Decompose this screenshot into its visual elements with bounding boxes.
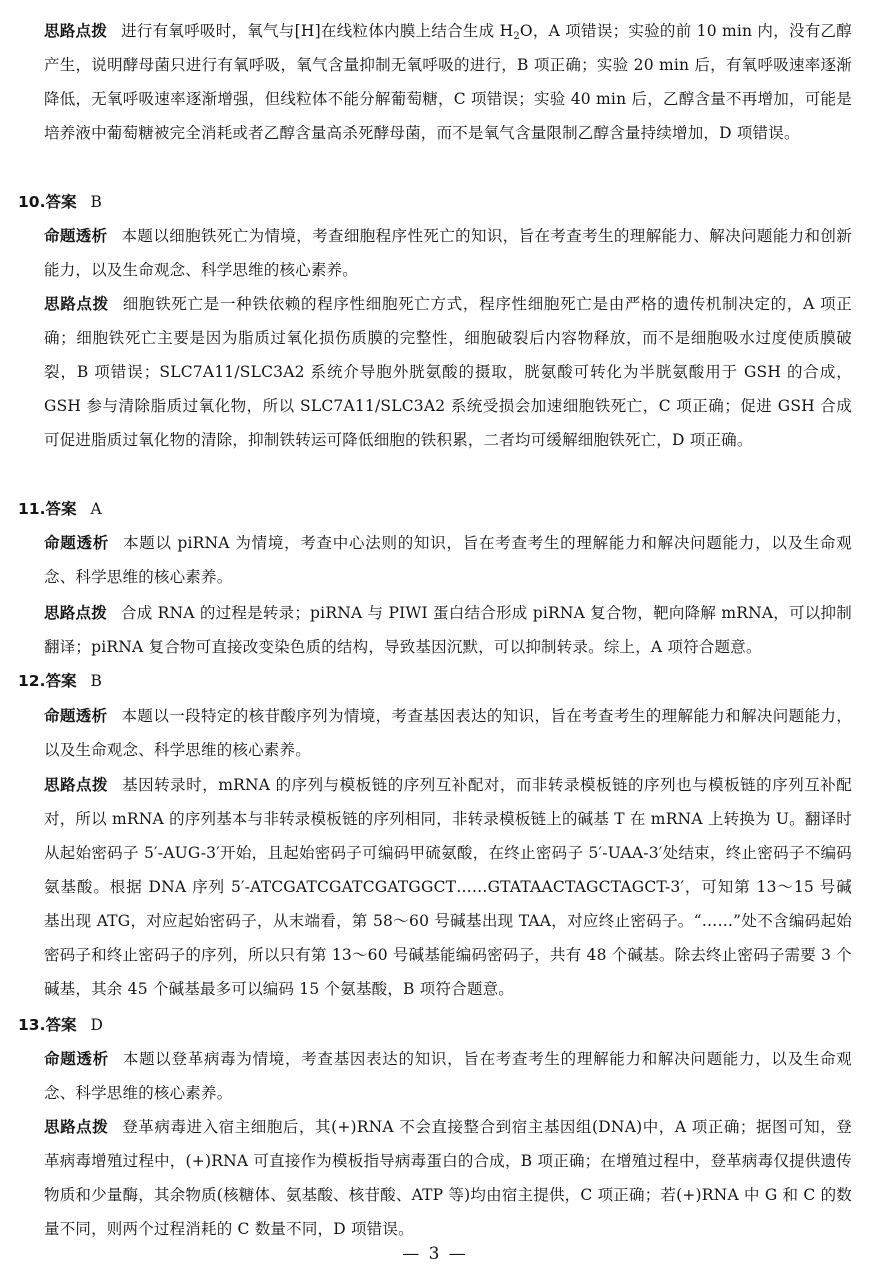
q11-analysis-text: 合成 RNA 的过程是转录；piRNA 与 PIWI 蛋白结合形成 piRNA 复合物，靶向降解 mRNA，可以抑制翻译；piRNA 复合物可直接改变染色质的结构，导致基因沉默，可以抑制转录。综上，A 项符合题意。 xyxy=(44,604,852,656)
q9-analysis-subscript: 2 xyxy=(513,31,520,42)
q11-answer-label: 答案 xyxy=(45,500,77,518)
q13-number: 13. xyxy=(18,1016,46,1034)
q11-number: 11. xyxy=(18,500,46,518)
q12-analysis-text: 基因转录时，mRNA 的序列与模板链的序列互补配对，而非转录模板链的序列也与模板链的序列互补配对，所以 mRNA 的序列基本与非转录模板链的序列相同，非转录模板链上的碱基 T 在 mRNA 上转换为 U。翻译时从起始密码子 5′-AUG-3′开始，且起始密码子可编码甲硫氨酸，在终止密码子 5′-UAA-3′处结束，终止密码子不编码氨基酸。根据 DNA 序列 5′-ATCGATCGATCGATGGCT……GTATAACTAGCTAGCT-3′，可知第 13～15 号碱基出现 ATG，对应起始密码子，从末端看，第 58～60 号碱基出现 TAA，对应终止密码子。“……”处不含编码起始密码子和终止密码子的序列，所以只有第 13～60 号碱基能编码密码子，共有 48 个碱基。除去终止密码子需要 3 个碱基，其余 45 个碱基最多可以编码 15 个氨基酸，B 项符合题意。 xyxy=(44,776,852,998)
q11-analysis-label: 思路点拨 xyxy=(44,604,107,622)
q9-analysis-paragraph xyxy=(44,14,852,150)
q12-intent-label: 命题透析 xyxy=(44,707,108,725)
q11-analysis-paragraph xyxy=(44,596,852,664)
q12-analysis-label: 思路点拨 xyxy=(44,776,109,794)
q11-intent-text: 本题以 piRNA 为情境，考查中心法则的知识，旨在考查考生的理解能力和解决问题能力，以及生命观念、科学思维的核心素养。 xyxy=(44,534,852,586)
q13-intent-paragraph xyxy=(44,1042,852,1110)
q10-intent-text: 本题以细胞铁死亡为情境，考查细胞程序性死亡的知识，旨在考查考生的理解能力、解决问题能力和创新能力，以及生命观念、科学思维的核心素养。 xyxy=(44,227,852,279)
q12-number: 12. xyxy=(18,672,46,690)
q9-analysis-text-b: O，A 项错误；实验的前 10 min 内，没有乙醇产生，说明酵母菌只进行有氧呼吸，氧气含量抑制无氧呼吸的进行，B 项正确；实验 20 min 后，有氧呼吸速率逐渐降低，无氧呼吸速率逐渐增强，但线粒体不能分解葡萄糖，C 项错误；实验 40 min 后，乙醇含量不再增加，可能是培养液中葡萄糖被完全消耗或者乙醇含量高杀死酵母菌，而不是氧气含量限制乙醇含量持续增加，D 项错误。 xyxy=(44,22,853,142)
q12-answer-line xyxy=(18,664,102,698)
q11-intent-label: 命题透析 xyxy=(44,534,109,552)
q10-analysis-text: 细胞铁死亡是一种铁依赖的程序性细胞死亡方式，程序性细胞死亡是由严格的遗传机制决定的，A 项正确；细胞铁死亡主要是因为脂质过氧化损伤质膜的完整性，细胞破裂后内容物释放，而不是细胞吸水过度使质膜破裂，B 项错误；SLC7A11/SLC3A2 系统介导胞外胱氨酸的摄取，胱氨酸可转化为半胱氨酸用于 GSH 的合成，GSH 参与清除脂质过氧化物，所以 SLC7A11/SLC3A2 系统受损会加速细胞铁死亡，C 项正确；促进 GSH 合成可促进脂质过氧化物的清除，抑制铁转运可降低细胞的铁积累，二者均可缓解细胞铁死亡，D 项正确。 xyxy=(44,295,852,449)
q12-answer-value: B xyxy=(90,672,102,690)
q10-number: 10. xyxy=(18,193,46,211)
q10-analysis-label: 思路点拨 xyxy=(44,295,109,313)
q9-analysis-label: 思路点拨 xyxy=(44,22,108,40)
q11-intent-paragraph xyxy=(44,526,852,594)
q13-answer-label: 答案 xyxy=(45,1016,77,1034)
q10-answer-value: B xyxy=(90,193,102,211)
q12-intent-paragraph xyxy=(44,699,852,767)
q12-answer-label: 答案 xyxy=(45,672,77,690)
q11-answer-value: A xyxy=(90,500,102,518)
q10-answer-line xyxy=(18,185,102,219)
q13-answer-value: D xyxy=(90,1016,103,1034)
q13-analysis-paragraph xyxy=(44,1110,852,1246)
q13-intent-label: 命题透析 xyxy=(44,1050,109,1068)
page-number: — 3 — xyxy=(402,1244,468,1264)
q13-analysis-label: 思路点拨 xyxy=(44,1118,109,1136)
q10-intent-paragraph xyxy=(44,219,852,287)
q10-intent-label: 命题透析 xyxy=(44,227,108,245)
q12-analysis-paragraph xyxy=(44,768,852,1006)
q13-intent-text: 本题以登革病毒为情境，考查基因表达的知识，旨在考查考生的理解能力和解决问题能力，以及生命观念、科学思维的核心素养。 xyxy=(44,1050,852,1102)
q10-analysis-paragraph xyxy=(44,287,852,457)
q13-analysis-text: 登革病毒进入宿主细胞后，其(+)RNA 不会直接整合到宿主基因组(DNA)中，A 项正确；据图可知，登革病毒增殖过程中，(+)RNA 可直接作为模板指导病毒蛋白的合成，B 项正确；在增殖过程中，登革病毒仅提供遗传物质和少量酶，其余物质(核糖体、氨基酸、核苷酸、ATP 等)均由宿主提供，C 项正确；若(+)RNA 中 G 和 C 的数量不同，则两个过程消耗的 C 数量不同，D 项错误。 xyxy=(44,1118,852,1238)
q12-intent-text: 本题以一段特定的核苷酸序列为情境，考查基因表达的知识，旨在考查考生的理解能力和解决问题能力，以及生命观念、科学思维的核心素养。 xyxy=(44,707,852,759)
q11-answer-line xyxy=(18,492,102,526)
q10-answer-label: 答案 xyxy=(45,193,77,211)
q13-answer-line xyxy=(18,1008,103,1042)
q9-analysis-text-a: 进行有氧呼吸时，氧气与[H]在线粒体内膜上结合生成 H xyxy=(121,22,514,40)
